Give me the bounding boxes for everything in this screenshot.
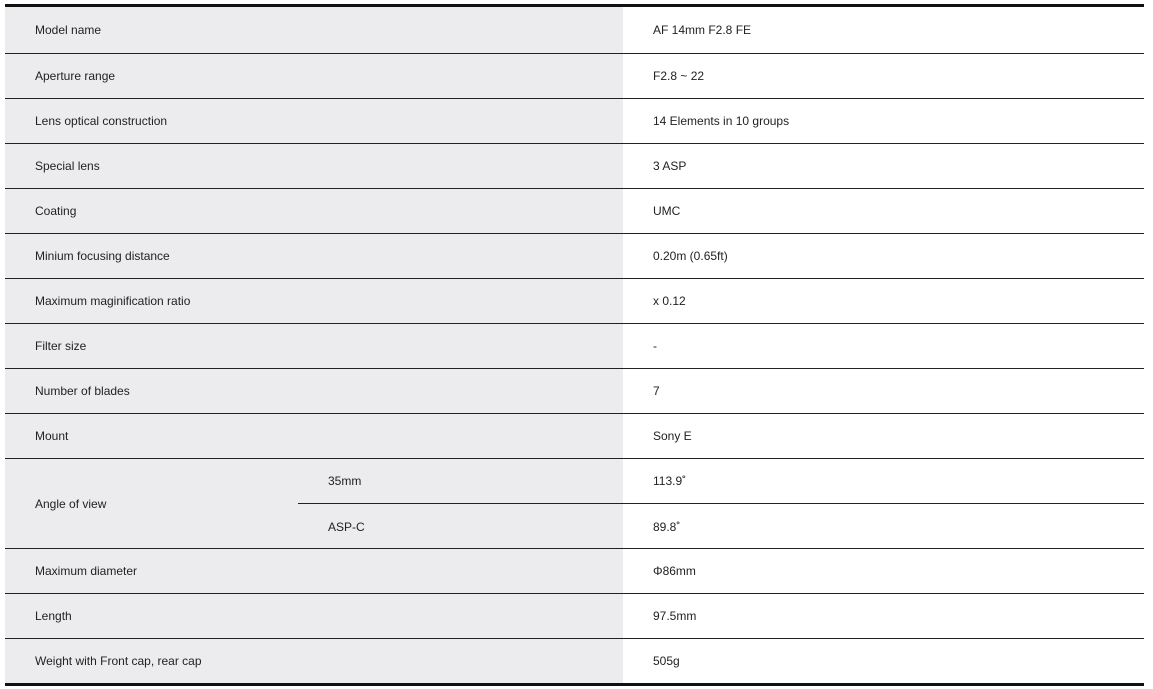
spec-label: Number of blades xyxy=(5,369,623,413)
spec-value: UMC xyxy=(653,204,681,218)
spec-value-35mm: 113.9˚ xyxy=(623,459,1144,504)
spec-value: 0.20m (0.65ft) xyxy=(653,249,728,263)
spec-value: Φ86mm xyxy=(653,564,696,578)
spec-table xyxy=(5,4,1144,686)
spec-label: Mount xyxy=(5,414,623,458)
spec-label: Lens optical construction xyxy=(5,99,623,143)
spec-label: Minium focusing distance xyxy=(5,234,623,278)
table-row xyxy=(5,548,1144,593)
table-row xyxy=(5,278,1144,323)
spec-value: 505g xyxy=(653,654,680,668)
spec-value-aps-c: 89.8˚ xyxy=(653,519,681,534)
spec-value: 97.5mm xyxy=(653,609,697,623)
table-row xyxy=(5,188,1144,233)
sub-label-aps-c: ASP-C xyxy=(328,519,365,534)
spec-value: 3 ASP xyxy=(653,159,687,173)
table-row xyxy=(5,638,1144,683)
spec-label: Length xyxy=(5,594,623,638)
spec-label: Maximum diameter xyxy=(5,549,623,593)
spec-label: Model name xyxy=(5,7,623,53)
table-row xyxy=(5,323,1144,368)
spec-value: 14 Elements in 10 groups xyxy=(653,114,790,128)
spec-label: Maximum maginification ratio xyxy=(5,279,623,323)
sub-label-35mm: 35mm xyxy=(298,459,623,504)
spec-label: Special lens xyxy=(5,144,623,188)
spec-value: AF 14mm F2.8 FE xyxy=(653,23,752,37)
spec-label: Weight with Front cap, rear cap xyxy=(5,639,623,683)
table-row xyxy=(5,53,1144,98)
table-row-angle-of-view xyxy=(5,458,1144,548)
spec-value: - xyxy=(653,339,657,353)
table-row xyxy=(5,233,1144,278)
spec-label: Angle of view xyxy=(35,497,107,511)
spec-value: F2.8 ~ 22 xyxy=(653,69,705,83)
angle-of-view-value-cell xyxy=(623,459,1144,548)
table-row xyxy=(5,368,1144,413)
table-row xyxy=(5,413,1144,458)
spec-value: Sony E xyxy=(653,429,692,443)
spec-value: x 0.12 xyxy=(653,294,686,308)
table-row xyxy=(5,593,1144,638)
spec-value: 7 xyxy=(653,384,660,398)
angle-of-view-label-cell xyxy=(5,459,623,548)
spec-label: Aperture range xyxy=(5,54,623,98)
spec-label: Coating xyxy=(5,189,623,233)
table-row xyxy=(5,7,1144,53)
spec-label: Filter size xyxy=(5,324,623,368)
table-row xyxy=(5,143,1144,188)
table-row xyxy=(5,98,1144,143)
